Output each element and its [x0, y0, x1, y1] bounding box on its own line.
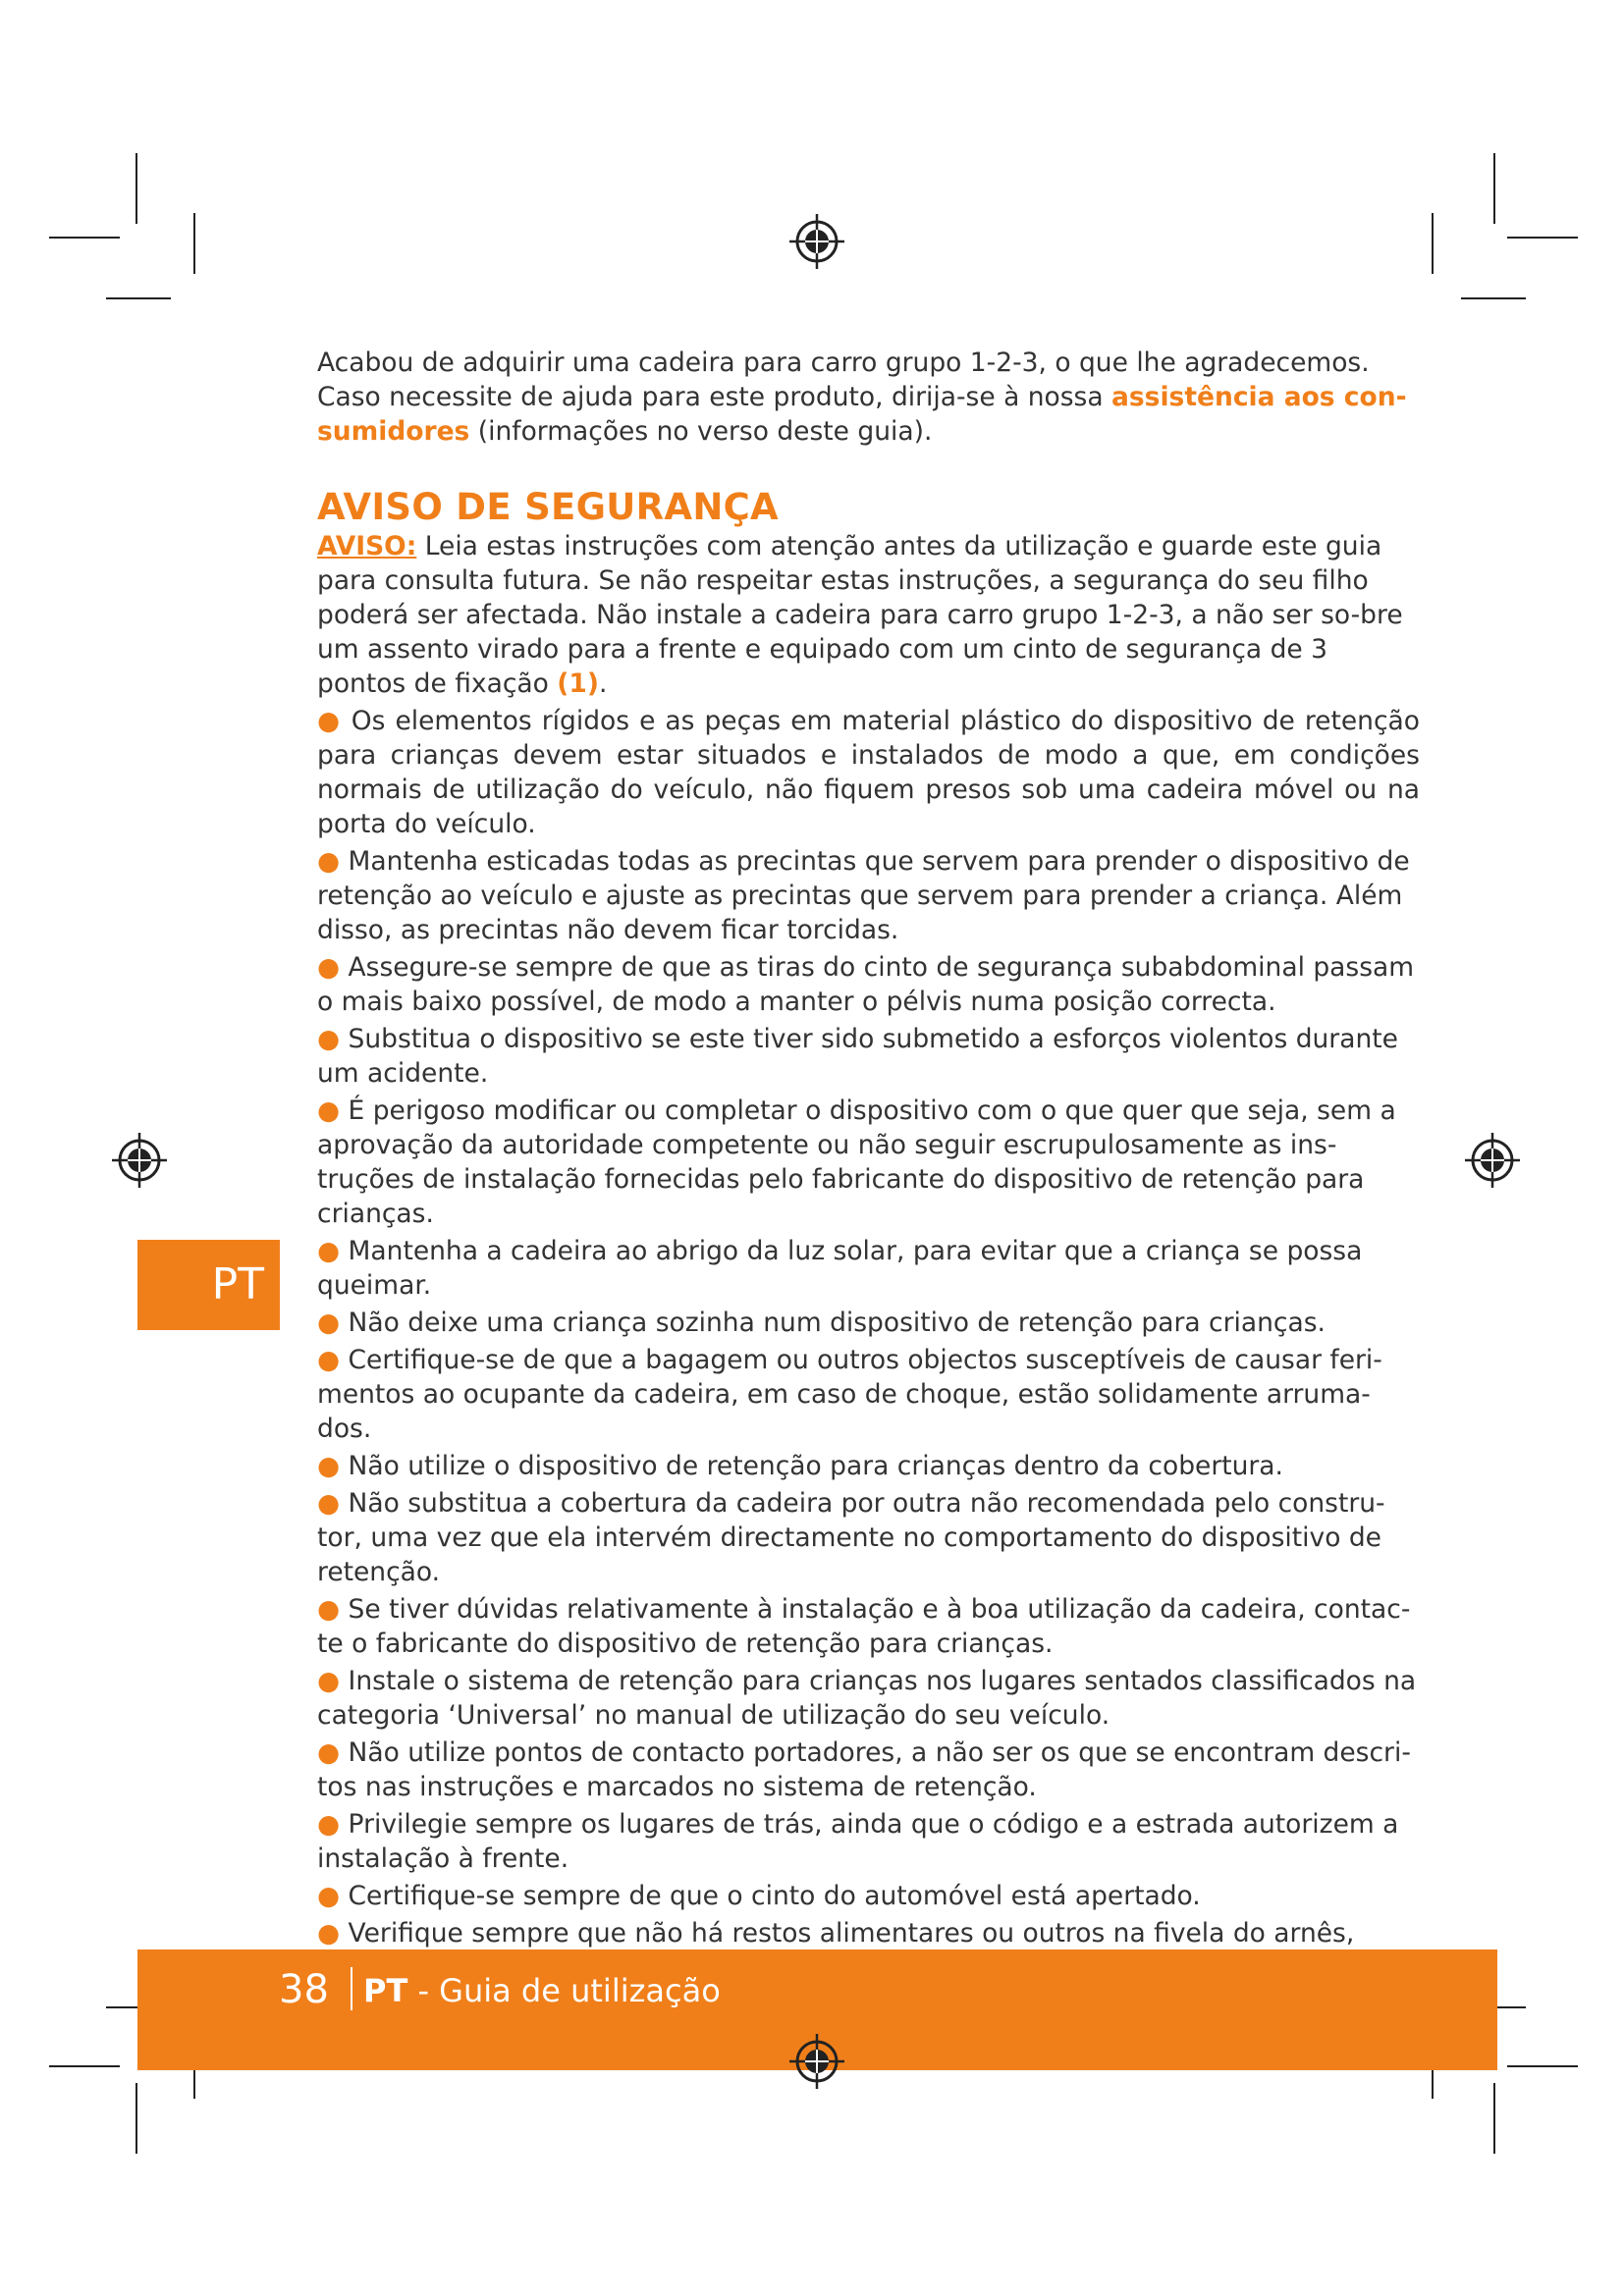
- bullet-item: [317, 1592, 1420, 1661]
- crop-mark: [1461, 297, 1526, 299]
- crop-mark: [193, 213, 195, 274]
- section-title: AVISO DE SEGURANÇA: [317, 486, 779, 528]
- bullet-icon: ●: [317, 1918, 341, 1949]
- crop-mark: [135, 2083, 137, 2154]
- bullet-text: Mantenha esticadas todas as precintas que servem para prender o dispositivo de retenção ao veículo e ajuste as precintas que servem para prender a criança. Além disso, as precintas não devem ficar torcidas.: [317, 846, 1410, 945]
- bullet-text: Verifique sempre que não há restos alimentares ou outros na fivela do arnês,: [340, 1918, 1355, 1949]
- bullet-text: Certifique-se sempre de que o cinto do automóvel está apertado.: [340, 1881, 1201, 1911]
- bullet-item: [317, 1343, 1420, 1446]
- footer-lang: PT: [363, 1972, 408, 2009]
- bullet-icon: ●: [317, 1308, 341, 1338]
- warning-label: AVISO:: [317, 531, 417, 561]
- footer-guide-title: - Guia de utilização: [407, 1972, 721, 2009]
- figure-reference: (1): [557, 668, 599, 699]
- bullet-icon: ●: [317, 952, 341, 983]
- registration-mark-icon: [1463, 1131, 1522, 1190]
- registration-mark-icon: [787, 212, 846, 271]
- bullet-item: [317, 704, 1420, 841]
- intro-line-1: Acabou de adquirir uma cadeira para carro grupo 1-2-3, o que lhe agradecemos.: [317, 347, 1370, 378]
- crop-mark: [135, 153, 137, 224]
- bullet-text: Instale o sistema de retenção para crianças nos lugares sentados classificados na categoria ‘Universal’ no manual de utilização do seu veículo.: [317, 1666, 1417, 1731]
- bullet-icon: ●: [317, 1594, 341, 1625]
- bullet-text: Não deixe uma criança sozinha num dispositivo de retenção para crianças.: [340, 1308, 1326, 1338]
- consumer-assistance-link[interactable]: assistência aos con-: [1111, 382, 1407, 412]
- bullet-icon: ●: [317, 1024, 341, 1054]
- bullet-icon: ●: [317, 1666, 341, 1696]
- page-number: 38: [279, 1967, 329, 2012]
- bullet-icon: ●: [317, 1881, 341, 1911]
- bullet-text: Não utilize o dispositivo de retenção para crianças dentro da cobertura.: [340, 1451, 1283, 1481]
- bullet-item: [317, 1449, 1420, 1483]
- bullet-item: [317, 1306, 1420, 1340]
- intro-paragraph: [317, 346, 1420, 449]
- footer-title: [363, 1969, 721, 2012]
- warning-end: .: [598, 668, 608, 699]
- crop-mark: [106, 297, 171, 299]
- crop-mark: [49, 2065, 120, 2067]
- bullet-item: [317, 1234, 1420, 1303]
- crop-mark: [1507, 237, 1578, 239]
- crop-mark: [1493, 2083, 1495, 2154]
- bullet-icon: ●: [317, 706, 342, 736]
- bullet-icon: ●: [317, 1809, 341, 1840]
- bullet-icon: ●: [317, 1737, 341, 1768]
- bullet-text: Não substitua a cobertura da cadeira por outra não recomendada pelo constru-tor, uma vez que ela intervém directamente no comportamento do dispositivo de retenção.: [317, 1488, 1385, 1587]
- page-content: [317, 346, 1420, 1950]
- warning-text: Leia estas instruções com atenção antes da utilização e guarde este guia para consulta futura. Se não respeitar estas instruções, a segurança do seu filho poderá ser afectada. Não instale a cadeira para carro grupo 1-2-3, a não ser so-bre um assento virado para a frente e equipado com um cinto de segurança de 3 pontos de fixação: [317, 531, 1403, 699]
- bullet-text: É perigoso modificar ou completar o dispositivo com o que quer que seja, sem a aprovação da autoridade competente ou não seguir escrupulosamente as ins-truções de instalação fornecidas pelo fabricante do dispositivo de retenção para crianças.: [317, 1095, 1396, 1229]
- crop-mark: [1507, 2065, 1578, 2067]
- language-tab: PT: [137, 1240, 280, 1330]
- bullet-icon: ●: [317, 1095, 341, 1126]
- footer-separator: [351, 1967, 352, 2010]
- bullet-text: Certifique-se de que a bagagem ou outros objectos susceptíveis de causar feri-mentos ao ocupante da cadeira, em caso de choque, estão solidamente arruma-dos.: [317, 1345, 1382, 1444]
- bullet-text: Assegure-se sempre de que as tiras do cinto de segurança subabdominal passam o mais baixo possível, de modo a manter o pélvis numa posição correcta.: [317, 952, 1415, 1017]
- crop-mark: [49, 237, 120, 239]
- bullet-icon: ●: [317, 1451, 341, 1481]
- crop-mark: [1493, 153, 1495, 224]
- bullet-item: [317, 844, 1420, 947]
- bullet-item: [317, 950, 1420, 1019]
- bullet-icon: ●: [317, 1236, 341, 1266]
- bullet-text: Se tiver dúvidas relativamente à instalação e à boa utilização da cadeira, contac-te o fabricante do dispositivo de retenção para crianças.: [317, 1594, 1411, 1659]
- intro-line-2: Caso necessite de ajuda para este produto, dirija-se à nossa: [317, 382, 1112, 412]
- bullet-icon: ●: [317, 846, 341, 877]
- registration-mark-icon: [787, 2032, 846, 2091]
- bullet-icon: ●: [317, 1345, 341, 1375]
- consumer-assistance-link-cont[interactable]: sumidores: [317, 416, 470, 447]
- registration-mark-icon: [110, 1131, 169, 1190]
- intro-line-3: (informações no verso deste guia).: [469, 416, 933, 447]
- bullet-item: [317, 1022, 1420, 1091]
- bullet-text: Os elementos rígidos e as peças em material plástico do dispositivo de retenção para crianças devem estar situados e instalados de modo a que, em condições normais de utilização do veículo, não fiquem presos sob uma cadeira móvel ou na porta do veículo.: [317, 706, 1420, 839]
- bullet-item: [317, 1807, 1420, 1876]
- bullet-icon: ●: [317, 1488, 341, 1519]
- warning-paragraph: [317, 529, 1420, 701]
- crop-mark: [1432, 213, 1434, 274]
- bullet-item: [317, 1094, 1420, 1231]
- bullet-text: Mantenha a cadeira ao abrigo da luz solar, para evitar que a criança se possa queimar.: [317, 1236, 1363, 1301]
- bullet-text: Substitua o dispositivo se este tiver sido submetido a esforços violentos durante um acidente.: [317, 1024, 1398, 1089]
- bullet-item: [317, 1879, 1420, 1913]
- bullet-item: [317, 1735, 1420, 1804]
- bullet-item: [317, 1486, 1420, 1589]
- bullet-text: Não utilize pontos de contacto portadores, a não ser os que se encontram descri-tos nas instruções e marcados no sistema de retenção.: [317, 1737, 1411, 1802]
- bullet-item: [317, 1916, 1420, 1950]
- bullet-item: [317, 1664, 1420, 1733]
- bullet-text: Privilegie sempre os lugares de trás, ainda que o código e a estrada autorizem a instalação à frente.: [317, 1809, 1399, 1874]
